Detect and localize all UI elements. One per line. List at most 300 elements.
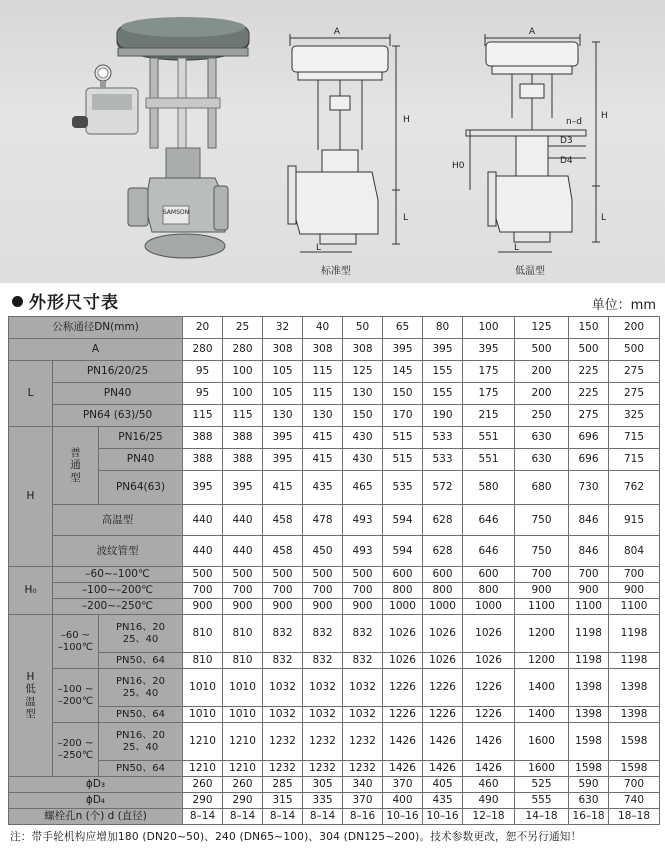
- value-cell: 490: [463, 793, 515, 809]
- value-cell: 730: [569, 471, 609, 505]
- std-dim-l-right: L: [403, 213, 409, 223]
- value-cell: 500: [223, 567, 263, 583]
- value-cell: 600: [463, 567, 515, 583]
- value-cell: 10–16: [423, 809, 463, 825]
- value-cell: 832: [343, 615, 383, 653]
- value-cell: 125: [343, 361, 383, 383]
- value-cell: 500: [343, 567, 383, 583]
- value-cell: 800: [383, 583, 423, 599]
- value-cell: 600: [383, 567, 423, 583]
- value-cell: 460: [463, 777, 515, 793]
- d3-label: ϕD₃: [9, 777, 183, 793]
- hlow-row: [9, 653, 660, 669]
- dn-label: 公称通径DN(mm): [9, 317, 183, 339]
- value-cell: 900: [223, 599, 263, 615]
- value-cell: 100: [463, 317, 515, 339]
- h-sub-label: PN16/25: [99, 427, 183, 449]
- d4-row: [9, 793, 660, 809]
- std-dim-l-bottom: L: [316, 243, 322, 253]
- value-cell: 1398: [609, 669, 660, 707]
- value-cell: 493: [343, 536, 383, 567]
- h0-row: [9, 583, 660, 599]
- value-cell: 1426: [463, 723, 515, 761]
- value-cell: 175: [463, 361, 515, 383]
- value-cell: 535: [383, 471, 423, 505]
- value-cell: 1398: [609, 707, 660, 723]
- value-cell: 628: [423, 505, 463, 536]
- value-cell: 750: [515, 536, 569, 567]
- value-cell: 696: [569, 449, 609, 471]
- low-caption: 低温型: [515, 266, 545, 277]
- low-dim-h0: H0: [452, 161, 465, 171]
- value-cell: 900: [263, 599, 303, 615]
- h0-row: [9, 567, 660, 583]
- value-cell: 1010: [183, 707, 223, 723]
- value-cell: 750: [515, 505, 569, 536]
- value-cell: 1198: [609, 615, 660, 653]
- value-cell: 1032: [343, 669, 383, 707]
- hlow-temp-label: –200 ~ –250℃: [53, 723, 99, 777]
- bolt-label: 螺栓孔n (个) d (直径): [9, 809, 183, 825]
- value-cell: 190: [423, 405, 463, 427]
- value-cell: 515: [383, 449, 423, 471]
- value-cell: 646: [463, 536, 515, 567]
- value-cell: 1198: [609, 653, 660, 669]
- value-cell: 325: [609, 405, 660, 427]
- h-normal-row: [9, 427, 660, 449]
- value-cell: 1232: [303, 761, 343, 777]
- value-cell: 388: [183, 427, 223, 449]
- low-dim-l-bottom: L: [514, 243, 520, 253]
- l-sub-label: PN64 (63)/50: [53, 405, 183, 427]
- value-cell: 450: [303, 536, 343, 567]
- hlow-row: [9, 707, 660, 723]
- value-cell: 1400: [515, 669, 569, 707]
- value-cell: 105: [263, 383, 303, 405]
- dimension-table: [8, 316, 660, 825]
- value-cell: 150: [343, 405, 383, 427]
- value-cell: 500: [303, 567, 343, 583]
- value-cell: 458: [263, 505, 303, 536]
- low-dim-a: A: [528, 27, 536, 37]
- value-cell: 25: [223, 317, 263, 339]
- value-cell: 1198: [569, 615, 609, 653]
- value-cell: 1426: [423, 761, 463, 777]
- value-cell: 696: [569, 427, 609, 449]
- value-cell: 155: [423, 383, 463, 405]
- value-cell: 500: [263, 567, 303, 583]
- value-cell: 458: [263, 536, 303, 567]
- value-cell: 370: [383, 777, 423, 793]
- value-cell: 533: [423, 449, 463, 471]
- value-cell: 630: [515, 427, 569, 449]
- value-cell: 1032: [303, 707, 343, 723]
- value-cell: 1100: [515, 599, 569, 615]
- value-cell: 1598: [569, 723, 609, 761]
- value-cell: 1026: [423, 615, 463, 653]
- value-cell: 700: [343, 583, 383, 599]
- value-cell: 590: [569, 777, 609, 793]
- hlow-row: [9, 669, 660, 707]
- value-cell: 1232: [343, 723, 383, 761]
- value-cell: 700: [303, 583, 343, 599]
- value-cell: 1210: [223, 723, 263, 761]
- value-cell: 65: [383, 317, 423, 339]
- h-normal-label: 普 通 型: [53, 427, 99, 505]
- value-cell: 115: [223, 405, 263, 427]
- l-row: [9, 405, 660, 427]
- dn-row: [9, 317, 660, 339]
- value-cell: 8–14: [303, 809, 343, 825]
- value-cell: 700: [609, 567, 660, 583]
- value-cell: 395: [263, 427, 303, 449]
- value-cell: 130: [263, 405, 303, 427]
- value-cell: 20: [183, 317, 223, 339]
- value-cell: 440: [223, 536, 263, 567]
- value-cell: 8–14: [223, 809, 263, 825]
- h-high-label: 高温型: [53, 505, 183, 536]
- value-cell: 900: [569, 583, 609, 599]
- value-cell: 18–18: [609, 809, 660, 825]
- value-cell: 630: [569, 793, 609, 809]
- value-cell: 415: [303, 449, 343, 471]
- value-cell: 370: [343, 793, 383, 809]
- value-cell: 175: [463, 383, 515, 405]
- value-cell: 1026: [423, 653, 463, 669]
- value-cell: 395: [223, 471, 263, 505]
- h-sub-label: PN40: [99, 449, 183, 471]
- value-cell: 440: [223, 505, 263, 536]
- section-title: [12, 288, 119, 313]
- value-cell: 810: [183, 653, 223, 669]
- value-cell: 525: [515, 777, 569, 793]
- value-cell: 700: [183, 583, 223, 599]
- value-cell: 680: [515, 471, 569, 505]
- value-cell: 1100: [569, 599, 609, 615]
- value-cell: 100: [223, 383, 263, 405]
- value-cell: 115: [303, 361, 343, 383]
- l-row: [9, 361, 660, 383]
- value-cell: 260: [183, 777, 223, 793]
- value-cell: 630: [515, 449, 569, 471]
- value-cell: 572: [423, 471, 463, 505]
- value-cell: 533: [423, 427, 463, 449]
- value-cell: 1026: [383, 653, 423, 669]
- value-cell: 740: [609, 793, 660, 809]
- l-sub-label: PN16/20/25: [53, 361, 183, 383]
- value-cell: 900: [183, 599, 223, 615]
- value-cell: 225: [569, 361, 609, 383]
- value-cell: 14–18: [515, 809, 569, 825]
- value-cell: 260: [223, 777, 263, 793]
- value-cell: 810: [223, 653, 263, 669]
- hlow-temp-label: –60 ~ –100℃: [53, 615, 99, 669]
- value-cell: 1598: [609, 761, 660, 777]
- value-cell: 1426: [383, 761, 423, 777]
- value-cell: 280: [183, 339, 223, 361]
- hlow-row: [9, 761, 660, 777]
- value-cell: 1200: [515, 615, 569, 653]
- value-cell: 400: [383, 793, 423, 809]
- value-cell: 1226: [383, 707, 423, 723]
- h0-sub-label: –100~–200℃: [53, 583, 183, 599]
- a-label: A: [9, 339, 183, 361]
- value-cell: 832: [303, 653, 343, 669]
- standard-drawing: [288, 34, 400, 252]
- value-cell: 308: [343, 339, 383, 361]
- value-cell: 515: [383, 427, 423, 449]
- hlow-pn-label: PN16、20 25、40: [99, 615, 183, 653]
- value-cell: 200: [609, 317, 660, 339]
- value-cell: 1400: [515, 707, 569, 723]
- low-dim-nd: n–d: [566, 117, 582, 127]
- value-cell: 551: [463, 449, 515, 471]
- hlow-pn-label: PN50、64: [99, 707, 183, 723]
- value-cell: 280: [223, 339, 263, 361]
- value-cell: 388: [223, 449, 263, 471]
- value-cell: 1010: [223, 669, 263, 707]
- footnote: 注：带手轮机构应增加180 (DN20~50)、240 (DN65~100)、304 (DN125~200)。技术参数更改，恕不另行通知！: [10, 831, 582, 843]
- value-cell: 200: [515, 361, 569, 383]
- value-cell: 900: [343, 599, 383, 615]
- value-cell: 915: [609, 505, 660, 536]
- hlow-pn-label: PN16、20 25、40: [99, 669, 183, 707]
- value-cell: 478: [303, 505, 343, 536]
- low-dim-d4: D4: [560, 156, 573, 166]
- l-sub-label: PN40: [53, 383, 183, 405]
- value-cell: 500: [569, 339, 609, 361]
- a-row: [9, 339, 660, 361]
- d3-row: [9, 777, 660, 793]
- value-cell: 308: [303, 339, 343, 361]
- value-cell: 388: [223, 427, 263, 449]
- h-normal-row: [9, 471, 660, 505]
- low-dim-d3: D3: [560, 136, 573, 146]
- value-cell: 1032: [263, 669, 303, 707]
- lowtemp-drawing: [466, 34, 600, 252]
- value-cell: 1032: [303, 669, 343, 707]
- value-cell: 8–14: [183, 809, 223, 825]
- bolt-row: [9, 809, 660, 825]
- value-cell: 1032: [343, 707, 383, 723]
- value-cell: 440: [183, 536, 223, 567]
- value-cell: 1232: [303, 723, 343, 761]
- value-cell: 715: [609, 449, 660, 471]
- hlow-label: H 低 温 型: [9, 615, 53, 777]
- value-cell: 1600: [515, 723, 569, 761]
- std-dim-a: A: [333, 27, 341, 37]
- value-cell: 105: [263, 361, 303, 383]
- value-cell: 8–14: [263, 809, 303, 825]
- value-cell: 1210: [183, 723, 223, 761]
- value-cell: 1198: [569, 653, 609, 669]
- value-cell: 646: [463, 505, 515, 536]
- value-cell: 555: [515, 793, 569, 809]
- value-cell: 10–16: [383, 809, 423, 825]
- valve-photo: [72, 17, 249, 258]
- value-cell: 145: [383, 361, 423, 383]
- value-cell: 1232: [263, 723, 303, 761]
- value-cell: 900: [515, 583, 569, 599]
- l-label: L: [9, 361, 53, 427]
- hlow-pn-label: PN50、64: [99, 653, 183, 669]
- value-cell: 1398: [569, 669, 609, 707]
- value-cell: 275: [609, 383, 660, 405]
- value-cell: 1032: [263, 707, 303, 723]
- value-cell: 40: [303, 317, 343, 339]
- value-cell: 155: [423, 361, 463, 383]
- value-cell: 8–16: [343, 809, 383, 825]
- value-cell: 200: [515, 383, 569, 405]
- value-cell: 305: [303, 777, 343, 793]
- h-sub-label: PN64(63): [99, 471, 183, 505]
- h-bellows-label: 波纹管型: [53, 536, 183, 567]
- value-cell: 846: [569, 505, 609, 536]
- value-cell: 1000: [463, 599, 515, 615]
- low-dim-h: H: [601, 111, 608, 121]
- value-cell: 500: [515, 339, 569, 361]
- value-cell: 315: [263, 793, 303, 809]
- hlow-row: [9, 723, 660, 761]
- value-cell: 130: [303, 405, 343, 427]
- h-normal-row: [9, 449, 660, 471]
- value-cell: 1426: [383, 723, 423, 761]
- value-cell: 700: [223, 583, 263, 599]
- value-cell: 1598: [609, 723, 660, 761]
- value-cell: 700: [569, 567, 609, 583]
- value-cell: 832: [343, 653, 383, 669]
- std-dim-h: H: [403, 115, 410, 125]
- d4-label: ϕD₄: [9, 793, 183, 809]
- value-cell: 846: [569, 536, 609, 567]
- h-high-row: [9, 505, 660, 536]
- value-cell: 275: [609, 361, 660, 383]
- value-cell: 800: [423, 583, 463, 599]
- hlow-temp-label: –100 ~ –200℃: [53, 669, 99, 723]
- unit-label: 单位：mm: [591, 298, 656, 313]
- value-cell: 551: [463, 427, 515, 449]
- value-cell: 80: [423, 317, 463, 339]
- value-cell: 395: [463, 339, 515, 361]
- value-cell: 900: [303, 599, 343, 615]
- value-cell: 150: [383, 383, 423, 405]
- value-cell: 1226: [463, 707, 515, 723]
- value-cell: 395: [423, 339, 463, 361]
- value-cell: 415: [263, 471, 303, 505]
- value-cell: 285: [263, 777, 303, 793]
- value-cell: 95: [183, 361, 223, 383]
- hlow-pn-label: PN50、64: [99, 761, 183, 777]
- section-header: [0, 286, 665, 314]
- value-cell: 170: [383, 405, 423, 427]
- h0-row: [9, 599, 660, 615]
- value-cell: 340: [343, 777, 383, 793]
- value-cell: 804: [609, 536, 660, 567]
- value-cell: 1398: [569, 707, 609, 723]
- valve-plate-text: SAMSON: [162, 209, 190, 216]
- value-cell: 500: [183, 567, 223, 583]
- value-cell: 1232: [263, 761, 303, 777]
- section-title-text: 外形尺寸表: [29, 293, 119, 313]
- value-cell: 50: [343, 317, 383, 339]
- value-cell: 32: [263, 317, 303, 339]
- value-cell: 225: [569, 383, 609, 405]
- value-cell: 1598: [569, 761, 609, 777]
- value-cell: 832: [263, 653, 303, 669]
- h0-label: H₀: [9, 567, 53, 615]
- value-cell: 415: [303, 427, 343, 449]
- value-cell: 800: [463, 583, 515, 599]
- low-dim-l-right: L: [601, 213, 607, 223]
- l-row: [9, 383, 660, 405]
- value-cell: 435: [303, 471, 343, 505]
- value-cell: 440: [183, 505, 223, 536]
- value-cell: 95: [183, 383, 223, 405]
- value-cell: 580: [463, 471, 515, 505]
- value-cell: 250: [515, 405, 569, 427]
- value-cell: 405: [423, 777, 463, 793]
- value-cell: 1226: [383, 669, 423, 707]
- value-cell: 1226: [423, 707, 463, 723]
- value-cell: 308: [263, 339, 303, 361]
- value-cell: 12–18: [463, 809, 515, 825]
- value-cell: 1200: [515, 653, 569, 669]
- bullet-icon: [12, 296, 23, 307]
- value-cell: 832: [303, 615, 343, 653]
- std-caption: 标准型: [321, 266, 351, 277]
- value-cell: 335: [303, 793, 343, 809]
- value-cell: 1210: [223, 761, 263, 777]
- value-cell: 1000: [423, 599, 463, 615]
- value-cell: 395: [263, 449, 303, 471]
- value-cell: 493: [343, 505, 383, 536]
- value-cell: 700: [609, 777, 660, 793]
- value-cell: 1226: [463, 669, 515, 707]
- h0-sub-label: –60~–100℃: [53, 567, 183, 583]
- value-cell: 1026: [383, 615, 423, 653]
- value-cell: 900: [609, 583, 660, 599]
- value-cell: 275: [569, 405, 609, 427]
- value-cell: 1426: [463, 761, 515, 777]
- value-cell: 395: [383, 339, 423, 361]
- value-cell: 395: [183, 471, 223, 505]
- value-cell: 435: [423, 793, 463, 809]
- h-label: H: [9, 427, 53, 567]
- value-cell: 115: [303, 383, 343, 405]
- value-cell: 290: [183, 793, 223, 809]
- value-cell: 1100: [609, 599, 660, 615]
- value-cell: 1026: [463, 653, 515, 669]
- value-cell: 16–18: [569, 809, 609, 825]
- value-cell: 115: [183, 405, 223, 427]
- value-cell: 600: [423, 567, 463, 583]
- value-cell: 810: [183, 615, 223, 653]
- value-cell: 465: [343, 471, 383, 505]
- value-cell: 810: [223, 615, 263, 653]
- value-cell: 1000: [383, 599, 423, 615]
- value-cell: 832: [263, 615, 303, 653]
- h0-sub-label: –200~–250℃: [53, 599, 183, 615]
- h-bellows-row: [9, 536, 660, 567]
- value-cell: 430: [343, 449, 383, 471]
- value-cell: 130: [343, 383, 383, 405]
- value-cell: 1232: [343, 761, 383, 777]
- value-cell: 1026: [463, 615, 515, 653]
- value-cell: 1010: [183, 669, 223, 707]
- value-cell: 594: [383, 505, 423, 536]
- banner-illustrations: [0, 0, 665, 283]
- value-cell: 700: [263, 583, 303, 599]
